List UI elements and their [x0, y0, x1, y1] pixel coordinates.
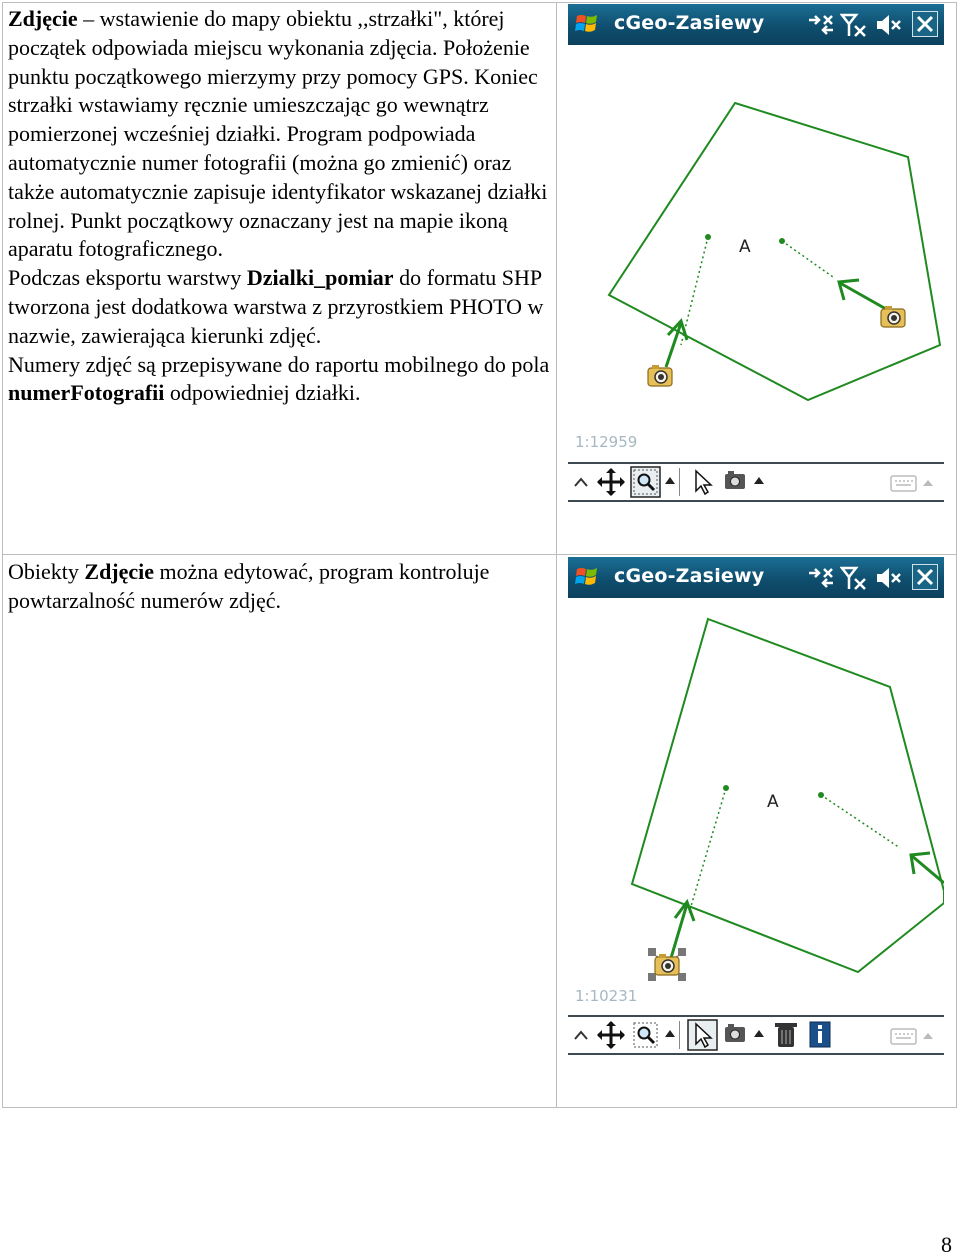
app-title: cGeo-Zasiewy — [614, 565, 765, 587]
dropdown-arrow-icon[interactable] — [665, 1030, 675, 1037]
photo-direction-line — [821, 795, 900, 848]
chevron-up-icon[interactable] — [575, 1032, 587, 1039]
close-icon — [913, 565, 937, 589]
app-title: cGeo-Zasiewy — [614, 12, 765, 34]
photo-direction-line — [782, 241, 833, 277]
close-button[interactable] — [912, 11, 938, 37]
camera-marker-icon[interactable] — [655, 954, 679, 975]
row2-description — [8, 558, 553, 616]
column-divider — [556, 3, 557, 1107]
parcel-polygon[interactable] — [609, 103, 940, 400]
windows-logo-icon — [574, 564, 600, 590]
keyboard-icon[interactable] — [891, 1029, 933, 1044]
volume-icon[interactable] — [874, 565, 902, 591]
camera-marker-icon[interactable] — [881, 306, 905, 327]
camera-icon[interactable] — [725, 1024, 745, 1042]
map-toolbar — [568, 462, 944, 502]
map-label: A — [767, 792, 779, 812]
vertex-point[interactable] — [705, 234, 711, 240]
vertex-point[interactable] — [779, 238, 785, 244]
photo-direction-line — [689, 788, 726, 913]
device-screenshot-1 — [568, 4, 944, 502]
zoom-select-icon[interactable] — [634, 1023, 657, 1047]
vertex-point[interactable] — [723, 785, 729, 791]
row-divider — [3, 554, 956, 555]
connectivity-icon[interactable] — [806, 12, 836, 38]
camera-marker-icon[interactable] — [648, 365, 672, 386]
volume-icon[interactable] — [874, 12, 902, 38]
windows-logo-icon — [574, 11, 600, 37]
scale-readout: 1:12959 — [575, 433, 638, 451]
pan-icon[interactable] — [597, 1021, 625, 1049]
vertex-point[interactable] — [818, 792, 824, 798]
close-button[interactable] — [912, 564, 938, 590]
dropdown-arrow-icon[interactable] — [754, 1030, 764, 1037]
photo-arrow[interactable] — [911, 853, 944, 883]
photo-arrow[interactable] — [666, 321, 687, 367]
titlebar — [568, 557, 944, 598]
toolbar-separator — [679, 1021, 680, 1049]
chevron-up-icon[interactable] — [575, 479, 587, 486]
pointer-icon[interactable] — [696, 471, 711, 494]
dropdown-arrow-icon[interactable] — [754, 477, 764, 484]
scale-readout: 1:10231 — [575, 987, 638, 1005]
keyboard-icon[interactable] — [891, 476, 933, 491]
device-screenshot-2 — [568, 557, 944, 1055]
connectivity-icon[interactable] — [806, 565, 836, 591]
map-view[interactable] — [568, 598, 944, 1015]
page-number: 8 — [941, 1232, 952, 1257]
titlebar — [568, 4, 944, 45]
map-label: A — [739, 237, 751, 257]
signal-icon[interactable] — [840, 12, 868, 38]
row2-paragraph: Obiekty Zdjęcie można edytować, program kontroluje powtarzalność numerów zdjęć. — [8, 559, 490, 613]
photo-arrow[interactable] — [839, 280, 886, 309]
row1-description — [8, 5, 553, 408]
map-canvas[interactable] — [568, 45, 944, 462]
signal-icon[interactable] — [840, 565, 868, 591]
map-view[interactable] — [568, 45, 944, 462]
delete-icon[interactable] — [775, 1023, 797, 1047]
camera-icon[interactable] — [725, 471, 745, 489]
close-icon — [913, 12, 937, 36]
row1-paragraph-3: Numery zdjęć są przepisywane do raportu mobilnego do pola numerFotografii odpowiedniej działki. — [8, 351, 550, 406]
map-toolbar — [568, 1015, 944, 1055]
photo-direction-line — [681, 237, 708, 345]
dropdown-arrow-icon[interactable] — [665, 477, 675, 484]
parcel-polygon[interactable] — [632, 619, 944, 972]
row1-paragraph-2: Podczas eksportu warstwy Dzialki_pomiar do formatu SHP tworzona jest dodatkowa warstwa z przyrostkiem PHOTO w nazwie, zawierająca kierunki zdjęć. — [8, 265, 544, 348]
pan-icon[interactable] — [597, 468, 625, 496]
toolbar-separator — [679, 468, 680, 496]
zoom-select-icon[interactable] — [631, 467, 660, 497]
map-canvas[interactable] — [568, 598, 944, 1015]
pointer-icon[interactable] — [688, 1020, 717, 1050]
info-icon[interactable] — [810, 1022, 830, 1047]
row1-paragraph-1: Zdjęcie – wstawienie do mapy obiektu ,,strzałki", której początek odpowiada miejscu wykonania zdjęcia. Położenie punktu początkowego mierzymy przy pomocy GPS. Koniec strzałki wstawiamy ręcznie umieszczając go wewnątrz pomierzonej wcześniej działki. Program podpowiada automatycznie numer fotografii (można go zmienić) oraz także automatycznie zapisuje identyfikator wskazanej działki rolnej. Punkt początkowy oznaczany jest na mapie ikoną aparatu fotograficznego. — [8, 6, 548, 262]
